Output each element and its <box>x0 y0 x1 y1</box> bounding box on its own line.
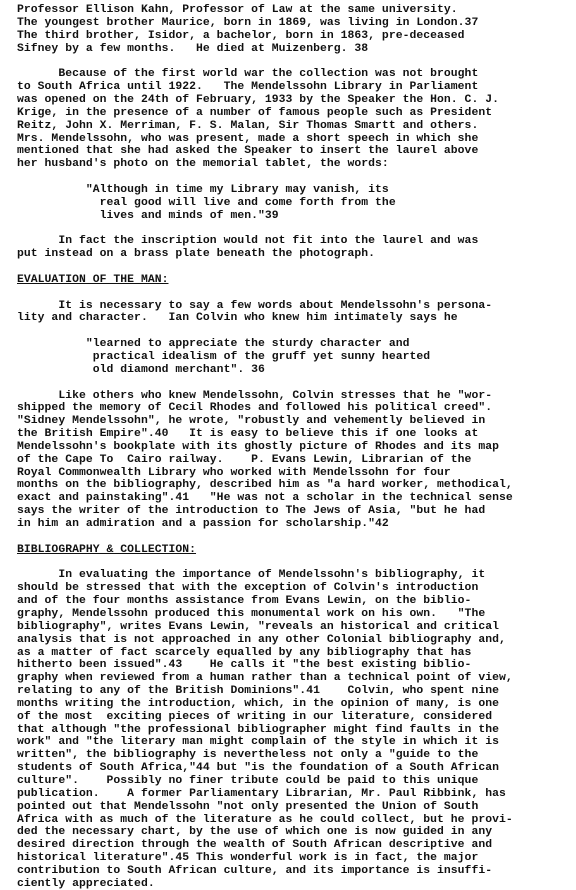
text-line: Mendelssohn's bookplate with its ghostly picture of Rhodes and its map <box>17 440 499 453</box>
text-line: In fact the inscription would not fit into the laurel and was <box>17 235 479 248</box>
text-line: relating to any of the British Dominions".41 Colvin, who spent nine <box>17 685 499 698</box>
text-line: hitherto been issued".43 He calls it "the best existing biblio- <box>17 659 472 672</box>
text-line: publication. A former Parliamentary Librarian, Mr. Paul Ribbink, has <box>17 787 506 800</box>
text-line: Reitz, John X. Merriman, F. S. Malan, Sir Thomas Smartt and others. <box>17 119 479 132</box>
text-line: Krige, in the presence of a number of famous people such as President <box>17 106 493 119</box>
text-line: ded the necessary chart, by the use of which one is now guided in any <box>17 826 493 839</box>
text-line: exact and painstaking".41 "He was not a scholar in the technical sense <box>17 492 513 505</box>
text-line: "learned to appreciate the sturdy character and <box>17 338 410 351</box>
text-line: work" and "the literary man might complain of the style in which it is <box>17 736 499 749</box>
text-line: old diamond merchant". 36 <box>17 363 265 376</box>
text-line: mentioned that she had asked the Speaker to insert the laurel above <box>17 145 479 158</box>
text-line: put instead on a brass plate beneath the photograph. <box>17 248 376 261</box>
text-line: It is necessary to say a few words about Mendelssohn's persona- <box>17 299 493 312</box>
text-line: Professor Ellison Kahn, Professor of Law at the same university. <box>17 4 458 16</box>
text-line: the British Empire".40 It is easy to believe this if one looks at <box>17 428 479 441</box>
text-line: In evaluating the importance of Mendelssohn's bibliography, it <box>17 569 486 582</box>
text-line: Because of the first world war the collection was not brought <box>17 68 479 81</box>
text-line: and of the four months assistance from Evans Lewin, on the biblio- <box>17 595 472 608</box>
text-line: in him an admiration and a passion for scholarship."42 <box>17 518 389 530</box>
text-line: lives and minds of men."39 <box>17 209 279 222</box>
text-line: lity and character. Ian Colvin who knew him intimately says he <box>17 312 458 325</box>
text-line: of the most exciting pieces of writing in our literature, considered <box>17 710 493 723</box>
text-line: real good will live and come forth from the <box>17 196 396 209</box>
text-line: months on the bibliography, described him as "a hard worker, methodical, <box>17 479 513 492</box>
text-line: Mrs. Mendelssohn, who was present, made a short speech in which she <box>17 132 479 145</box>
text-line: Royal Commonwealth Library who worked with Mendelssohn for four <box>17 466 451 479</box>
text-line: to South Africa until 1922. The Mendelssohn Library in Parliament <box>17 81 479 94</box>
text-line: ciently appreciated. <box>17 877 155 890</box>
text-line: culture". Possibly no finer tribute could be paid to this unique <box>17 775 479 787</box>
text-line: desired direction through the wealth of South African descriptive and <box>17 839 493 852</box>
text-line: was opened on the 24th of February, 1933 by the Speaker the Hon. C. J. <box>17 93 499 106</box>
text-line: pointed out that Mendelssohn "not only presented the Union of South <box>17 800 479 813</box>
text-line: bibliography", writes Evans Lewin, "reveals an historical and critical <box>17 620 499 633</box>
text-line: "Sidney Mendelssohn", he wrote, "robustly and vehemently believed in <box>17 415 486 428</box>
text-line: historical literature".45 This wonderful work is in fact, the major <box>17 852 479 865</box>
text-line: Sifney by a few months. He died at Muizenberg. 38 <box>17 42 369 55</box>
section-heading: BIBLIOGRAPHY & COLLECTION: <box>17 543 197 556</box>
text-line: of the Cape To Cairo railway. P. Evans Lewin, Librarian of the <box>17 453 472 466</box>
text-line: written", the bibliography is nevertheless not only a "guide to the <box>17 749 479 762</box>
text-line: months writing the introduction, which, in the opinion of many, is one <box>17 697 499 710</box>
text-line: says the writer of the introduction to The Jews of Asia, "but he had <box>17 505 486 518</box>
text-line: should be stressed that with the exception of Colvin's introduction <box>17 582 479 595</box>
text-line: The youngest brother Maurice, born in 1869, was living in London.37 <box>17 16 479 29</box>
text-line: that although "the professional bibliographer might find faults in the <box>17 723 499 736</box>
text-line: her husband's photo on the memorial tablet, the words: <box>17 158 389 171</box>
text-line: students of South Africa,"44 but "is the foundation of a South African <box>17 762 499 775</box>
text-line: Africa with as much of the literature as he could collect, but he provi- <box>17 813 513 826</box>
text-line: The third brother, Isidor, a bachelor, born in 1863, pre-deceased <box>17 29 465 42</box>
text-line: graphy when reviewed from a human rather than a technical point of view, <box>17 672 513 685</box>
text-line: graphy, Mendelssohn produced this monumental work on his own. "The <box>17 607 486 620</box>
text-line: analysis that is not approached in any other Colonial bibliography and, <box>17 633 506 646</box>
text-line: as a matter of fact scarcely equalled by any bibliography that has <box>17 646 472 659</box>
text-line: contribution to South African culture, and its importance is insuffi- <box>17 864 493 877</box>
text-line: Like others who knew Mendelssohn, Colvin stresses that he "wor- <box>17 389 493 402</box>
text-line: practical idealism of the gruff yet sunny hearted <box>17 350 431 363</box>
text-line: shipped the memory of Cecil Rhodes and followed his political creed". <box>17 402 493 415</box>
text-line: "Although in time my Library may vanish, its <box>17 183 389 196</box>
section-heading: EVALUATION OF THE MAN: <box>17 273 169 286</box>
